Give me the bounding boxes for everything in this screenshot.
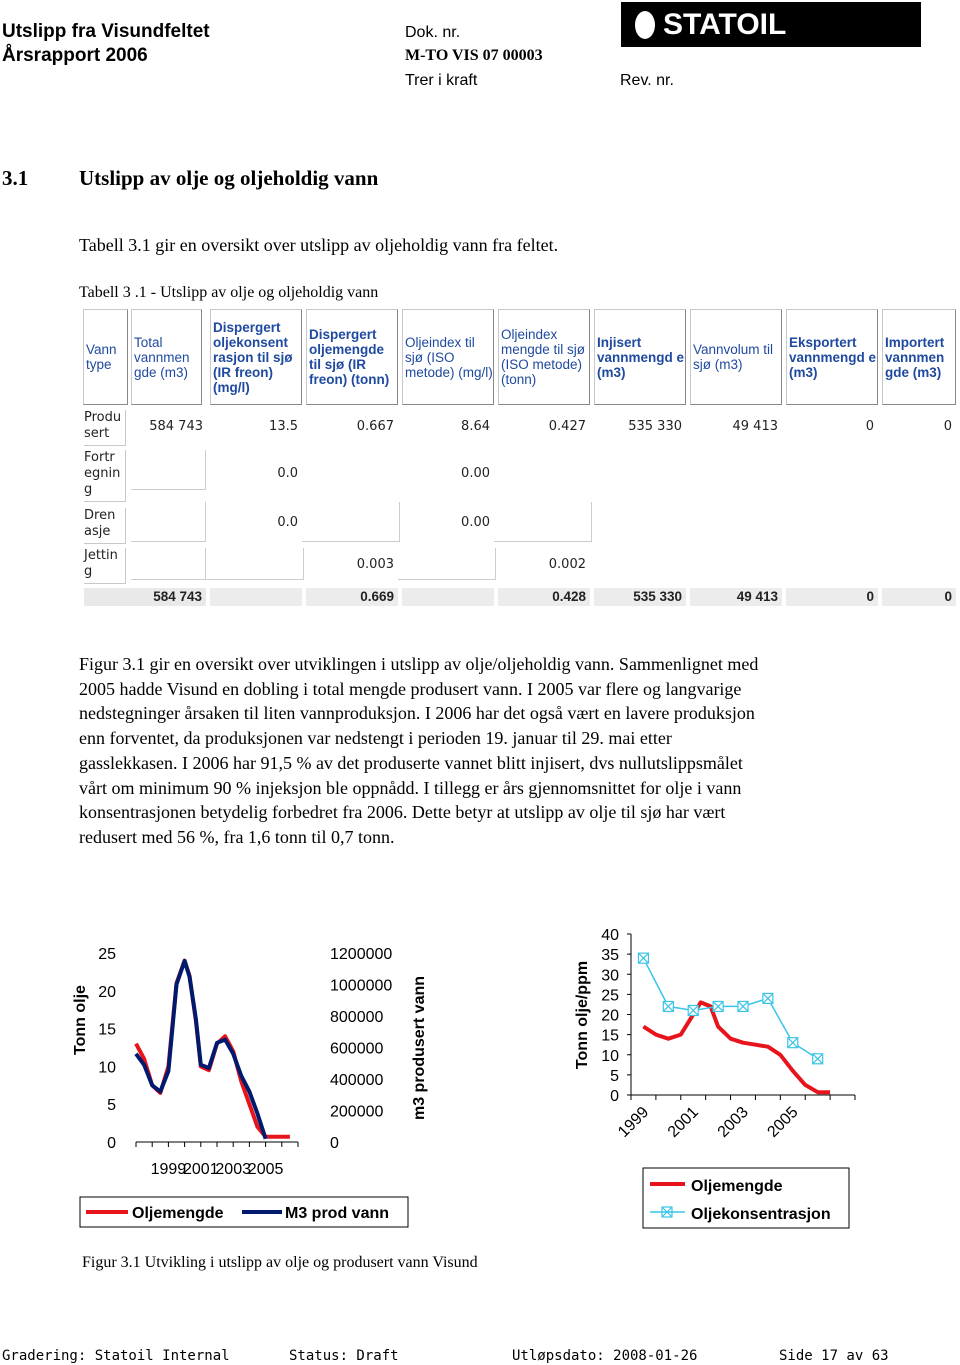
data-point-oljekonsentrasjon (688, 1005, 698, 1015)
footer-status: Status: Draft (289, 1348, 399, 1364)
y-tick-label: 35 (601, 947, 619, 965)
header-total-vannmengde: Total vannmen gde (m3) (131, 309, 202, 405)
total-importert: 0 (882, 588, 956, 606)
paragraph-line: enn forventet, da produksjonen var nedstengt i perioden 19. januar til 29. mai etter (79, 728, 672, 749)
cell-jetting-oljeindex-mengde: 0.002 (548, 557, 586, 572)
header-injisert: Injisert vannmengd e (m3) (594, 309, 686, 405)
legend-oljemengde: Oljemengde (691, 1178, 783, 1195)
x-tick-label: 2005 (247, 1161, 284, 1178)
statoil-logo (621, 2, 921, 47)
header-vann-type: Vann type (83, 309, 128, 405)
y-tick-label: 20 (601, 1007, 619, 1025)
y2-tick-label: 200000 (330, 1103, 384, 1121)
x-tick-label: 2003 (215, 1161, 251, 1178)
footer-utlopsdato: Utløpsdato: 2008-01-26 (512, 1348, 698, 1364)
y-tick-label: 0 (610, 1088, 619, 1105)
y-tick-label: 0 (107, 1135, 116, 1152)
row-label-jetting: Jettin g (84, 548, 126, 584)
x-tick-label: 2001 (183, 1161, 219, 1178)
header-importert: Importert vannmen gde (m3) (882, 309, 956, 405)
y-tick-label: 40 (601, 927, 619, 944)
logo-text: STATOIL (663, 7, 787, 41)
paragraph-line: gasslekkasen. I 2006 har 91,5 % av det produserte vannet blitt injisert, dvs nullutslippsmålet (79, 752, 743, 773)
revision-label: Rev. nr. (620, 72, 674, 89)
legend-oljekonsentrasjon: Oljekonsentrasjon (691, 1206, 831, 1223)
chart2-ylabel: Tonn olje/ppm (574, 960, 591, 1070)
x-tick-label: 1999 (615, 1103, 653, 1141)
x-tick-label: 1999 (150, 1161, 187, 1178)
cell-eksportert: 0 (865, 419, 874, 434)
header-dispergert-konsentrasjon: Dispergert oljekonsent rasjon til sjø (IR freon) (mg/l) (210, 309, 302, 405)
cell-oljeindex: 8.64 (461, 419, 490, 434)
cell-vannvolum: 49 413 (732, 419, 778, 434)
cell-total-produsert: 584 743 (149, 419, 203, 434)
cell-disp-konsentrasjon: 13.5 (269, 419, 298, 434)
chart-oil-water (60, 930, 440, 1230)
row-label-fortregning: Fortr egnin g (84, 450, 126, 502)
grid-cell (302, 502, 400, 542)
effective-label: Trer i kraft (405, 72, 478, 89)
cell-disp-mengde: 0.667 (356, 419, 394, 434)
header-oljeindex: Oljeindex til sjø (ISO metode) (mg/l) (402, 309, 494, 405)
header-vannvolum: Vannvolum til sjø (m3) (690, 309, 782, 405)
grid-cell (131, 502, 206, 542)
total-vannvolum: 49 413 (690, 588, 782, 606)
total-vannmengde: 584 743 (84, 588, 206, 606)
total-empty (402, 588, 494, 606)
y2-tick-label: 1200000 (330, 946, 393, 963)
document-title: Utslipp fra Visundfeltet (2, 21, 210, 42)
grid-cell (131, 450, 206, 490)
y-tick-label: 30 (601, 967, 619, 985)
x-tick-label: 2001 (664, 1103, 703, 1141)
cell-fortregning-oljeindex: 0.00 (461, 466, 490, 481)
data-point-oljekonsentrasjon (738, 1001, 748, 1011)
logo-icon (635, 11, 655, 39)
data-point-oljekonsentrasjon (763, 993, 773, 1003)
grid-cell (131, 548, 206, 580)
figure-caption: Figur 3.1 Utvikling i utslipp av olje og produsert vann Visund (82, 1254, 478, 1271)
paragraph-line: Figur 3.1 gir en oversikt over utviklingen i utslipp av olje/oljeholdig vann. Sammenlignet med (79, 654, 759, 674)
paragraph-line: vårt om minimum 90 % injeksjon ble oppnådd. I tillegg er års gjennomsnittet for olje i vann (79, 777, 742, 798)
cell-oljeindex-mengde: 0.427 (548, 419, 586, 434)
chart-oil-concentration (565, 920, 865, 1232)
y-tick-label: 5 (107, 1097, 116, 1115)
data-point-oljekonsentrasjon (713, 1001, 723, 1011)
series-oljemengde (643, 1002, 830, 1092)
total-oljeindex-mengde: 0.428 (498, 588, 590, 606)
paragraph-line: 2005 hadde Visund en dobling i total mengde produsert vann. I 2005 var flere og langvarige (79, 678, 742, 699)
row-label-produsert: Produ sert (84, 410, 126, 446)
header-dispergert-mengde: Dispergert oljemengde til sjø (IR freon) (tonn) (306, 309, 398, 405)
cell-importert: 0 (943, 419, 952, 434)
data-point-oljekonsentrasjon (663, 1001, 673, 1011)
grid-cell (206, 548, 304, 580)
y2-tick-label: 600000 (330, 1040, 384, 1058)
data-point-oljekonsentrasjon (813, 1054, 823, 1064)
cell-drenasje-konsentrasjon: 0.0 (277, 515, 298, 530)
footer-gradering: Gradering: Statoil Internal (2, 1348, 230, 1364)
total-eksportert: 0 (786, 588, 878, 606)
total-disp-mengde: 0.669 (306, 588, 398, 606)
data-point-oljekonsentrasjon (788, 1038, 798, 1048)
y2-tick-label: 0 (330, 1135, 339, 1152)
cell-fortregning-konsentrasjon: 0.0 (277, 466, 298, 481)
header-eksportert: Eksportert vannmengd e (m3) (786, 309, 878, 405)
y-tick-label: 15 (601, 1027, 619, 1045)
doc-number: M-TO VIS 07 00003 (405, 47, 543, 64)
cell-drenasje-oljeindex: 0.00 (461, 515, 490, 530)
y-tick-label: 5 (610, 1067, 619, 1085)
series-m3-prod-vann (136, 961, 266, 1139)
x-tick-label: 2003 (714, 1103, 752, 1141)
chart1-y2label: m3 produsert vann (411, 975, 428, 1121)
total-injisert: 535 330 (594, 588, 686, 606)
section-number: 3.1 (2, 166, 29, 190)
chart2-legend (643, 1168, 849, 1228)
total-empty (210, 588, 302, 606)
grid-cell (494, 502, 592, 542)
cell-injisert: 535 330 (628, 419, 682, 434)
y-tick-label: 25 (98, 946, 116, 963)
y-tick-label: 10 (601, 1047, 619, 1065)
doc-number-label: Dok. nr. (405, 24, 461, 41)
series-oljemengde (136, 961, 290, 1137)
footer-side: Side 17 av 63 (779, 1348, 889, 1364)
y-tick-label: 15 (98, 1021, 116, 1039)
chart1-legend (80, 1197, 408, 1227)
intro-text: Tabell 3.1 gir en oversikt over utslipp av oljeholdig vann fra feltet. (79, 235, 559, 255)
chart2-plot (601, 927, 855, 1141)
body-paragraph (79, 652, 949, 850)
y2-tick-label: 800000 (330, 1009, 384, 1026)
y-tick-label: 10 (98, 1059, 116, 1077)
row-label-drenasje: Dren asje (84, 508, 126, 544)
y-tick-label: 25 (601, 987, 619, 1005)
paragraph-line: konsentrasjonen betydelig forbedret fra 2006. Dette betyr at utslipp av olje til sjø har vært (79, 802, 726, 823)
y2-tick-label: 1000000 (330, 977, 393, 995)
cell-jetting-mengde: 0.003 (356, 557, 394, 572)
grid-cell (398, 548, 496, 580)
table-caption: Tabell 3 .1 - Utslipp av olje og oljeholdig vann (79, 284, 379, 301)
header-oljeindex-mengde: Oljeindex mengde til sjø (ISO metode) (tonn) (498, 309, 590, 405)
chart1-ylabel: Tonn olje (72, 985, 89, 1055)
legend-oljemengde: Oljemengde (132, 1205, 224, 1222)
data-point-oljekonsentrasjon (638, 953, 648, 963)
y-tick-label: 20 (98, 983, 116, 1001)
y2-tick-label: 400000 (330, 1072, 384, 1089)
x-tick-label: 2005 (764, 1103, 802, 1141)
legend-m3-prod-vann: M3 prod vann (285, 1205, 390, 1222)
chart1-plot (98, 946, 392, 1178)
paragraph-line: nedstegninger årsaken til liten vannproduksjon. I 2006 har det også vært en lavere produksjon (79, 703, 755, 724)
section-title: Utslipp av olje og oljeholdig vann (79, 166, 379, 190)
paragraph-line: redusert med 56 %, fra 1,6 tonn til 0,7 tonn. (79, 826, 395, 847)
report-subtitle: Årsrapport 2006 (2, 45, 148, 66)
